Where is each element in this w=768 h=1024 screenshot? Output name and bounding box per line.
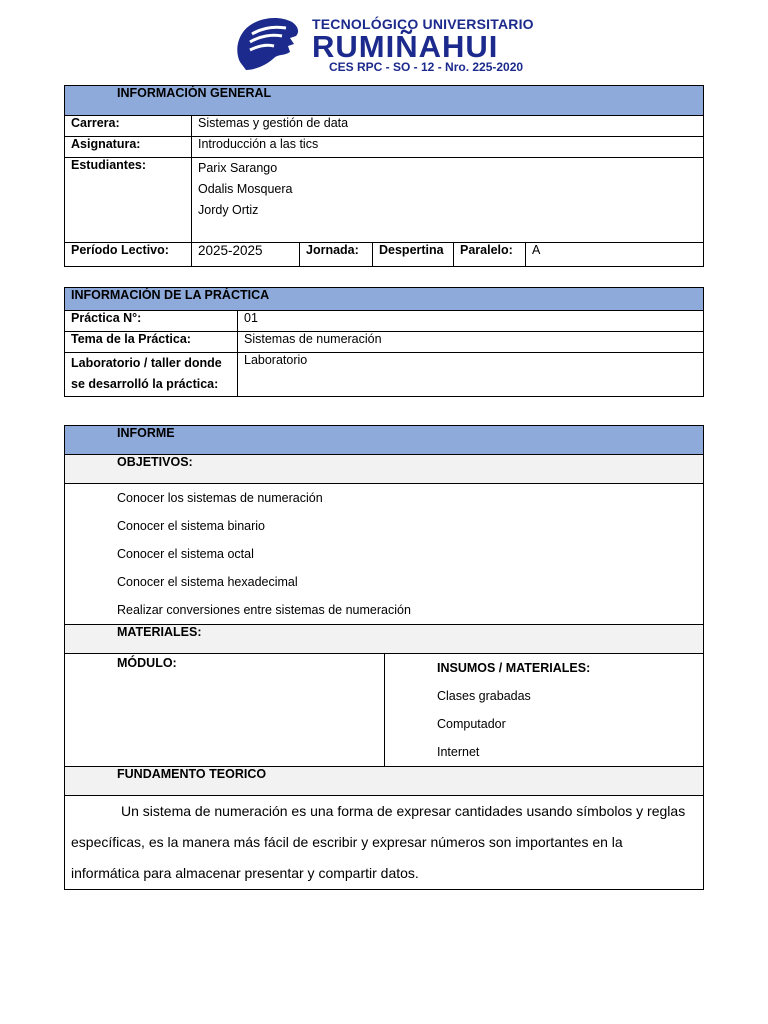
asignatura-label: Asignatura: <box>65 137 192 158</box>
jornada-label: Jornada: <box>300 243 373 267</box>
practice-info-header: INFORMACIÓN DE LA PRÁCTICA <box>65 288 704 311</box>
asignatura-value: Introducción a las tics <box>192 137 704 158</box>
practice-info-table <box>64 287 704 397</box>
logo-line-1: TECNOLÓGICO UNIVERSITARIO <box>312 16 534 32</box>
estudiantes-label: Estudiantes: <box>65 158 192 243</box>
objetivo-5: Realizar conversiones entre sistemas de numeración <box>117 603 411 617</box>
fundamento-text <box>65 796 704 890</box>
general-info-table <box>64 85 704 267</box>
logo-line-2: RUMIÑAHUI <box>312 29 499 64</box>
carrera-value: Sistemas y gestión de data <box>192 116 704 137</box>
paralelo-value: A <box>526 243 704 267</box>
objetivos-label: OBJETIVOS: <box>65 455 704 484</box>
objetivo-2: Conocer el sistema binario <box>117 519 265 533</box>
insumo-2: Computador <box>437 717 506 731</box>
practica-lab-label-line-1: Laboratorio / taller donde <box>71 356 222 370</box>
practica-numero-label: Práctica N°: <box>65 311 238 332</box>
estudiante-1: Parix Sarango <box>198 161 278 175</box>
practica-tema-label: Tema de la Práctica: <box>65 332 238 353</box>
estudiantes-list <box>192 158 704 243</box>
modulo-label: MÓDULO: <box>65 654 385 767</box>
fundamento-line-1: Un sistema de numeración es una forma de expresar cantidades usando símbolos y reglas <box>121 803 686 819</box>
objetivos-list <box>65 484 704 625</box>
institution-logo <box>232 14 542 76</box>
periodo-label: Período Lectivo: <box>65 243 192 267</box>
practica-tema-value: Sistemas de numeración <box>238 332 704 353</box>
practica-lab-label-line-2: se desarrolló la práctica: <box>71 377 219 391</box>
profile-head-icon <box>232 14 302 74</box>
fundamento-line-2: específicas, es la manera más fácil de escribir y expresar números son importantes en la <box>71 834 623 850</box>
practica-lab-value: Laboratorio <box>238 353 704 397</box>
logo-line-3: CES RPC - SO - 12 - Nro. 225-2020 <box>329 60 524 74</box>
materiales-label: MATERIALES: <box>65 625 704 654</box>
practica-numero-value: 01 <box>238 311 704 332</box>
fundamento-label: FUNDAMENTO TEORICO <box>65 767 704 796</box>
objetivo-4: Conocer el sistema hexadecimal <box>117 575 298 589</box>
carrera-label: Carrera: <box>65 116 192 137</box>
insumo-1: Clases grabadas <box>437 689 531 703</box>
paralelo-label: Paralelo: <box>454 243 526 267</box>
estudiante-2: Odalis Mosquera <box>198 182 293 196</box>
objetivo-1: Conocer los sistemas de numeración <box>117 491 323 505</box>
practica-lab-label <box>65 353 238 397</box>
report-header: INFORME <box>65 426 704 455</box>
insumo-3: Internet <box>437 745 480 759</box>
fundamento-line-3: informática para almacenar presentar y compartir datos. <box>71 865 419 881</box>
estudiante-3: Jordy Ortiz <box>198 203 259 217</box>
report-table <box>64 425 704 890</box>
jornada-value: Despertina <box>373 243 454 267</box>
periodo-value: 2025-2025 <box>192 243 300 267</box>
objetivo-3: Conocer el sistema octal <box>117 547 254 561</box>
general-info-header: INFORMACIÓN GENERAL <box>65 86 704 116</box>
insumos-label: INSUMOS / MATERIALES: <box>437 661 591 675</box>
insumos-cell <box>385 654 704 767</box>
